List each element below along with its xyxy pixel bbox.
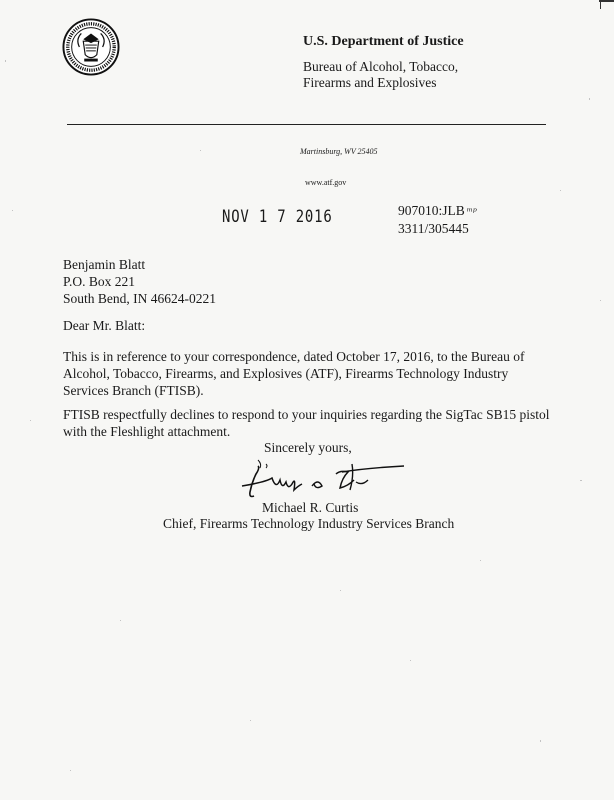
salutation: Dear Mr. Blatt: (63, 318, 146, 333)
signer-title: Chief, Firearms Technology Industry Services Branch (163, 516, 455, 531)
recipient-address (63, 256, 216, 307)
signer-name: Michael R. Curtis (262, 500, 359, 515)
website-text: www.atf.gov (305, 178, 347, 187)
reference-line-1: 907010:JLB ᵐᵖ (398, 203, 477, 218)
date-stamp: NOV 1 7 2016 (222, 207, 333, 227)
body-paragraph-1: This is in reference to your correspondence, dated October 17, 2016, to the Bureau of Alcohol, Tobacco, Firearms, and Explosives (ATF), Firearms Technology Industry Services Branch (FTISB). (63, 349, 525, 398)
doj-seal-icon (62, 18, 120, 76)
bureau-line-2: Firearms and Explosives (303, 75, 437, 90)
recipient-name: Benjamin Blatt (63, 257, 146, 272)
letterhead-divider (67, 124, 546, 125)
bureau-line-1: Bureau of Alcohol, Tobacco, (303, 59, 459, 74)
office-location: Martinsburg, WV 25405 (300, 147, 378, 156)
reference-line-2: 3311/305445 (398, 221, 469, 236)
recipient-city: South Bend, IN 46624-0221 (63, 291, 216, 306)
reference-block (398, 203, 477, 237)
closing-line: Sincerely yours, (264, 440, 352, 455)
handwritten-initials-mark: ᵐᵖ (466, 207, 477, 218)
recipient-street: P.O. Box 221 (63, 274, 136, 289)
bureau-name (303, 59, 458, 91)
body-paragraph-2: FTISB respectfully declines to respond to your inquiries regarding the SigTac SB15 pistol with the Fleshlight attachment. (63, 407, 550, 439)
department-heading: U.S. Department of Justice (303, 34, 464, 49)
signature-graphic (236, 456, 416, 504)
